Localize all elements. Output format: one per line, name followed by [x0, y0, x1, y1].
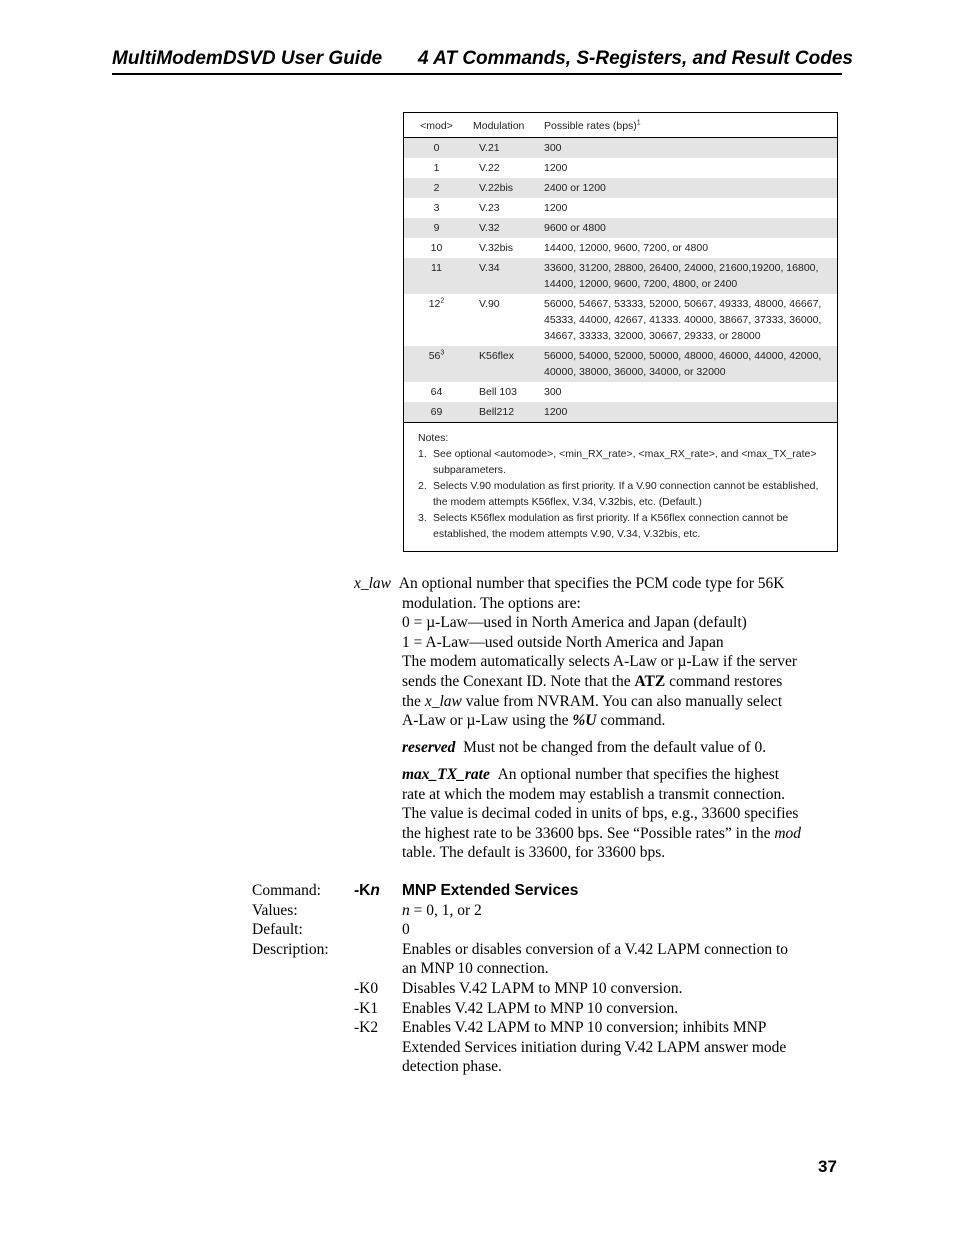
cell-rates — [544, 160, 837, 176]
xlaw-line-7a: the — [402, 692, 425, 710]
cell-modulation: Bell 103 — [479, 386, 517, 398]
option-line: detection phase. — [402, 1058, 502, 1076]
page-number: 37 — [818, 1157, 837, 1176]
table-row — [404, 346, 837, 382]
cell-mod-value: 11 — [431, 262, 442, 274]
cell-rates — [544, 296, 837, 344]
command-options — [252, 979, 852, 1077]
table-row — [404, 402, 837, 422]
table-row — [404, 218, 837, 238]
cell-modulation: V.21 — [479, 142, 500, 154]
cell-mod-value: 12 — [428, 298, 441, 310]
xlaw-line-2: modulation. The options are: — [402, 594, 581, 612]
note-line: subparameters. — [433, 464, 506, 476]
cell-mod-value: 1 — [433, 162, 440, 174]
cell-modulation: Bell212 — [479, 406, 515, 418]
cell-mod-footnote: 2 — [440, 297, 445, 305]
option-line: Enables V.42 LAPM to MNP 10 conversion; inhibits MNP — [402, 1019, 767, 1037]
note-text — [433, 478, 818, 510]
note-number: 2. — [418, 480, 427, 492]
note-line: See optional <automode>, <min_RX_rate>, <max_RX_rate>, and <max_TX_rate> — [433, 448, 817, 460]
cell-mod-footnote: 3 — [440, 349, 445, 357]
cell-rates — [544, 404, 837, 420]
description-line-2: an MNP 10 connection. — [402, 960, 549, 978]
note-item — [418, 478, 831, 510]
cell-mod-value: 9 — [433, 222, 440, 234]
xlaw-line-8a: A-Law or µ-Law using the — [402, 712, 573, 730]
rates-line: 1200 — [544, 406, 568, 418]
xlaw-line-7 — [402, 692, 849, 712]
cell-modulation: V.32bis — [479, 242, 514, 254]
cell-mod — [404, 384, 469, 400]
table-row — [404, 178, 837, 198]
description-text — [402, 940, 788, 979]
command-option — [252, 999, 852, 1019]
cell-mod — [404, 180, 469, 196]
rates-line: 40000, 38000, 36000, 34000, or 32000 — [544, 366, 726, 378]
rates-line: 1200 — [544, 202, 568, 214]
cell-modulation: V.90 — [479, 298, 500, 310]
cell-mod-value: 0 — [433, 142, 440, 154]
table-row — [404, 138, 837, 158]
table-row — [404, 258, 837, 294]
note-item — [418, 510, 831, 542]
xlaw-line-6 — [402, 672, 849, 692]
description-line-1: Enables or disables conversion of a V.42 LAPM connection to — [402, 940, 789, 958]
reserved-name: reserved — [402, 739, 456, 756]
cell-rates — [544, 348, 837, 380]
label-description: Description: — [252, 940, 329, 958]
rates-line: 14400, 12000, 9600, 7200, 4800, or 2400 — [544, 278, 738, 290]
label-default: Default: — [252, 921, 303, 939]
xlaw-name: x_law — [354, 575, 392, 592]
command-var: n — [370, 882, 380, 899]
label-command: Command: — [252, 882, 321, 899]
mod-ref: mod — [774, 824, 802, 842]
atz-command: ATZ — [634, 672, 666, 690]
values-text — [402, 901, 482, 921]
max-tx-line-3: The value is decimal coded in units of bps, e.g., 33600 specifies — [402, 805, 799, 823]
note-line: established, the modem attempts V.90, V.34, V.32bis, etc. — [433, 528, 701, 540]
command-title: MNP Extended Services — [402, 882, 579, 899]
cell-modulation: V.34 — [479, 262, 500, 274]
note-line: Selects K56flex modulation as first priority. If a K56flex connection cannot be — [433, 512, 789, 524]
xlaw-line-6c: command restores — [665, 672, 783, 690]
table-header-row — [404, 113, 837, 138]
rates-line: 34667, 33333, 32000, 30667, 29333, or 28000 — [544, 330, 761, 342]
xlaw-option-0: 0 = µ-Law—used in North America and Japan (default) — [402, 614, 747, 632]
rates-line: 1200 — [544, 162, 568, 174]
cell-modulation: V.32 — [479, 222, 500, 234]
option-code: -K1 — [354, 999, 379, 1017]
notes-title: Notes: — [418, 432, 449, 444]
rates-line: 2400 or 1200 — [544, 182, 606, 194]
max-tx-line-1: An optional number that specifies the highest — [497, 766, 780, 783]
cell-rates — [544, 260, 837, 292]
option-line: Enables V.42 LAPM to MNP 10 conversion. — [402, 999, 679, 1017]
guide-title: MultiModemDSVD User Guide — [112, 48, 383, 69]
cell-rates — [544, 220, 837, 236]
xlaw-line-6a: sends the Conexant ID. Note that the — [402, 672, 635, 690]
percent-u-command: %U — [572, 712, 597, 730]
xlaw-line-5: The modem automatically selects A-Law or µ-Law if the server — [402, 653, 797, 671]
cell-mod — [404, 296, 469, 344]
reserved-block — [402, 738, 852, 758]
command-prefix: -K — [354, 882, 371, 899]
header-rates — [544, 118, 837, 134]
table-row — [404, 238, 837, 258]
cell-mod — [404, 200, 469, 216]
note-line: the modem attempts K56flex, V.34, V.32bis, etc. (Default.) — [433, 496, 702, 508]
rates-line: 9600 or 4800 — [544, 222, 606, 234]
table-body — [404, 138, 837, 422]
cell-modulation: V.22 — [479, 162, 500, 174]
table-row — [404, 198, 837, 218]
cell-mod-value: 3 — [433, 202, 440, 214]
table-row — [404, 294, 837, 346]
header-rates-text: Possible rates (bps) — [544, 120, 637, 132]
max-tx-line-4a: the highest rate to be 33600 bps. See “Possible rates” in the — [402, 824, 775, 842]
default-value: 0 — [402, 921, 410, 939]
cell-mod-value: 2 — [433, 182, 440, 194]
cell-modulation: K56flex — [479, 350, 515, 362]
cell-modulation: V.23 — [479, 202, 500, 214]
xlaw-line-7c: value from NVRAM. You can also manually select — [461, 692, 783, 710]
table-notes — [404, 422, 837, 551]
rates-line: 14400, 12000, 9600, 7200, or 4800 — [544, 242, 709, 254]
option-line: Disables V.42 LAPM to MNP 10 conversion. — [402, 979, 683, 997]
values-var: n — [402, 901, 410, 919]
cell-rates — [544, 180, 837, 196]
xlaw-inline-name: x_law — [424, 692, 462, 710]
command-block — [252, 881, 852, 1077]
command-option — [252, 979, 852, 999]
note-number: 1. — [418, 448, 427, 460]
command-code — [354, 881, 402, 901]
cell-mod — [404, 260, 469, 292]
cell-mod — [404, 220, 469, 236]
cell-mod — [404, 140, 469, 156]
rates-line: 300 — [544, 386, 562, 398]
cell-modulation: V.22bis — [479, 182, 514, 194]
option-code: -K2 — [354, 1019, 379, 1037]
note-text — [433, 510, 788, 542]
rates-line: 56000, 54667, 53333, 52000, 50667, 49333, 48000, 46667, — [544, 298, 822, 310]
max-tx-name: max_TX_rate — [402, 766, 490, 783]
modulation-table — [403, 112, 838, 552]
notes-list — [418, 446, 831, 542]
command-option — [252, 1018, 852, 1077]
max-tx-line-4 — [402, 824, 852, 844]
values-range: = 0, 1, or 2 — [409, 901, 482, 919]
header-modulation: Modulation — [473, 120, 525, 132]
cell-rates — [544, 240, 837, 256]
option-line: Extended Services initiation during V.42 LAPM answer mode — [402, 1038, 787, 1056]
page-header — [112, 48, 853, 75]
table-row — [404, 158, 837, 178]
rates-line: 33600, 31200, 28800, 26400, 24000, 21600,19200, 16800, — [544, 262, 819, 274]
xlaw-line-8c: command. — [596, 712, 666, 730]
rates-line: 56000, 54000, 52000, 50000, 48000, 46000, 44000, 42000, — [544, 350, 822, 362]
option-code: -K0 — [354, 979, 379, 997]
cell-mod — [404, 240, 469, 256]
max-tx-line-5: table. The default is 33600, for 33600 bps. — [402, 844, 666, 862]
cell-mod — [404, 348, 469, 380]
cell-mod-value: 10 — [430, 242, 443, 254]
option-text — [402, 999, 678, 1019]
header-mod: <mod> — [420, 120, 453, 132]
label-values: Values: — [252, 901, 298, 919]
max-tx-block — [402, 765, 852, 863]
xlaw-block — [354, 574, 849, 731]
cell-mod-value: 64 — [430, 386, 443, 398]
header-rates-footnote: 1 — [636, 119, 641, 127]
note-number: 3. — [418, 512, 427, 524]
xlaw-option-1: 1 = A-Law—used outside North America and Japan — [402, 633, 724, 651]
cell-mod-value: 69 — [430, 406, 443, 418]
table-row — [404, 382, 837, 402]
max-tx-line-2: rate at which the modem may establish a transmit connection. — [402, 785, 786, 803]
option-text — [402, 979, 682, 999]
rates-line: 300 — [544, 142, 562, 154]
xlaw-line-1: An optional number that specifies the PCM code type for 56K — [398, 575, 785, 592]
reserved-text: Must not be changed from the default value of 0. — [463, 739, 767, 756]
cell-rates — [544, 384, 837, 400]
cell-rates — [544, 140, 837, 156]
cell-mod — [404, 160, 469, 176]
chapter-title: 4 AT Commands, S-Registers, and Result Codes — [418, 48, 853, 69]
note-line: Selects V.90 modulation as first priority. If a V.90 connection cannot be established, — [433, 480, 819, 492]
cell-rates — [544, 200, 837, 216]
cell-mod-value: 56 — [428, 350, 441, 362]
xlaw-line-8 — [402, 711, 849, 731]
rates-line: 45333, 44000, 42667, 41333. 40000, 38667, 37333, 36000, — [544, 314, 822, 326]
option-text — [402, 1018, 786, 1077]
note-text — [433, 446, 817, 478]
note-item — [418, 446, 831, 478]
cell-mod — [404, 404, 469, 420]
